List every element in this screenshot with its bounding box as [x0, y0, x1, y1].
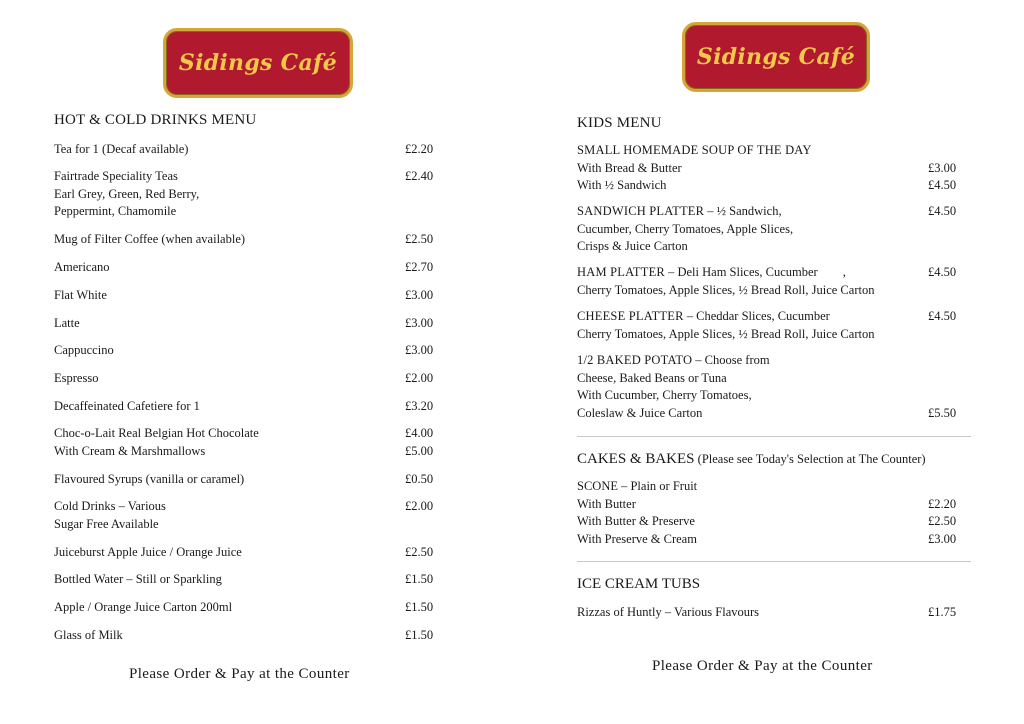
item-line: Apple / Orange Juice Carton 200ml	[54, 600, 233, 614]
price-value: £2.20	[928, 496, 957, 511]
kids-item-soup	[577, 142, 812, 195]
drinks-price	[405, 425, 433, 460]
price-value: £2.70	[405, 260, 434, 274]
item-line: Cucumber, Cherry Tomatoes, Apple Slices,	[577, 221, 794, 236]
price-value: £3.00	[928, 160, 957, 175]
cafe-logo-text: Sidings Café	[178, 50, 338, 76]
kids-item-cheese-platter	[577, 308, 874, 343]
price-value: £2.20	[405, 142, 434, 156]
drinks-item	[54, 425, 259, 460]
price-value: £2.00	[405, 499, 434, 513]
price-scone	[928, 496, 956, 549]
item-line: With Preserve & Cream	[577, 531, 697, 546]
price-value: £2.50	[405, 545, 434, 559]
item-heading: CHEESE PLATTER	[577, 309, 684, 323]
item-line: With Bread & Butter	[577, 160, 682, 175]
drinks-item	[54, 398, 200, 416]
item-line: Choc-o-Lait Real Belgian Hot Chocolate	[54, 426, 259, 440]
price-value: £0.50	[405, 472, 434, 486]
price-value: £2.00	[405, 371, 434, 385]
price-value: £2.50	[405, 232, 434, 246]
drinks-price	[405, 370, 433, 388]
item-line: Decaffeinated Cafetiere for 1	[54, 399, 200, 413]
item-line: With ½ Sandwich	[577, 178, 667, 192]
price-baked-potato: £5.50	[928, 405, 957, 420]
item-line: Cheese, Baked Beans or Tuna	[577, 370, 727, 385]
price-value: £3.00	[405, 316, 434, 330]
drinks-item	[54, 231, 245, 249]
item-line: With Cucumber, Cherry Tomatoes,	[577, 388, 752, 402]
drinks-price	[405, 259, 433, 277]
price-ice-cream: £1.75	[928, 605, 957, 619]
price-value: £3.00	[405, 288, 434, 302]
item-line: With Butter & Preserve	[577, 514, 695, 528]
drinks-price	[405, 398, 433, 416]
item-line: Cappuccino	[54, 343, 114, 357]
item-line: Mug of Filter Coffee (when available)	[54, 232, 246, 246]
item-line: Cold Drinks – Various	[54, 499, 166, 513]
drinks-item	[54, 627, 123, 645]
price-soup	[928, 160, 956, 195]
kids-menu-title: KIDS MENU	[577, 115, 662, 131]
item-line: Flavoured Syrups (vanilla or caramel)	[54, 472, 245, 486]
drinks-price	[405, 141, 433, 159]
price-value: £1.50	[405, 628, 434, 642]
item-line: Americano	[54, 260, 110, 274]
price-value: £1.50	[405, 572, 434, 586]
item-line: – Cheddar Slices, Cucumber	[683, 309, 830, 323]
item-line: Latte	[54, 316, 80, 330]
cakes-bakes-note: (Please see Today's Selection at The Counter)	[694, 452, 926, 466]
item-line: Cherry Tomatoes, Apple Slices, ½ Bread Roll, Juice Carton	[577, 282, 875, 297]
item-line: Flat White	[54, 288, 107, 302]
drinks-item	[54, 287, 107, 305]
ice-cream-heading: ICE CREAM TUBS	[577, 576, 701, 592]
drinks-item	[54, 498, 166, 533]
drinks-price	[405, 287, 433, 305]
drinks-price	[405, 342, 433, 360]
item-line: Crisps & Juice Carton	[577, 239, 688, 253]
drinks-item	[54, 259, 110, 277]
item-line: – Choose from	[692, 353, 770, 367]
kids-menu-page	[512, 0, 1024, 724]
cakes-bakes-heading	[577, 451, 926, 468]
item-line: Espresso	[54, 371, 99, 385]
price-value: £2.40	[405, 169, 434, 183]
drinks-price	[405, 471, 433, 489]
drinks-price	[405, 599, 433, 617]
drinks-item	[54, 471, 244, 489]
item-line: With Butter	[577, 496, 636, 511]
section-divider	[577, 436, 971, 437]
drinks-item	[54, 342, 114, 360]
cafe-logo-text: Sidings Café	[696, 44, 856, 70]
price-value: £3.00	[405, 343, 434, 357]
drinks-item	[54, 370, 98, 388]
price-value: £4.50	[928, 178, 957, 192]
cakes-bakes-title: CAKES & BAKES	[577, 451, 695, 467]
price-value: £3.00	[928, 531, 957, 546]
item-heading: HAM PLATTER	[577, 265, 665, 279]
drinks-price	[405, 627, 433, 645]
item-line: Juiceburst Apple Juice / Orange Juice	[54, 545, 242, 559]
item-line: SCONE – Plain or Fruit	[577, 479, 698, 493]
drinks-price	[405, 168, 433, 186]
drinks-price	[405, 498, 433, 516]
item-heading: SANDWICH PLATTER	[577, 204, 705, 218]
kids-item-baked-potato	[577, 352, 770, 422]
drinks-price	[405, 231, 433, 249]
price-ham-platter: £4.50	[928, 265, 957, 279]
item-line: Sugar Free Available	[54, 516, 159, 531]
price-value: £4.00	[405, 426, 434, 440]
item-line: Cherry Tomatoes, Apple Slices, ½ Bread Roll, Juice Carton	[577, 326, 875, 341]
price-value: £3.20	[405, 399, 434, 413]
item-line: With Cream & Marshmallows	[54, 443, 206, 458]
ice-cream-item: Rizzas of Huntly – Various Flavours	[577, 605, 760, 619]
order-notice-left: Please Order & Pay at the Counter	[129, 666, 350, 682]
drinks-price	[405, 544, 433, 562]
price-value: £2.50	[928, 514, 957, 528]
item-line: Peppermint, Chamomile	[54, 204, 177, 218]
drinks-item	[54, 571, 222, 589]
item-line: Bottled Water – Still or Sparkling	[54, 572, 222, 586]
item-line: Earl Grey, Green, Red Berry,	[54, 186, 200, 201]
price-cheese-platter: £4.50	[928, 309, 957, 323]
cafe-logo	[163, 28, 353, 98]
cafe-logo	[682, 22, 870, 92]
price-value: £5.00	[405, 443, 434, 458]
drinks-item	[54, 168, 199, 221]
drinks-item	[54, 599, 232, 617]
item-line: – ½ Sandwich,	[704, 204, 782, 218]
drinks-price	[405, 315, 433, 333]
drinks-item	[54, 544, 242, 562]
item-line: Coleslaw & Juice Carton	[577, 405, 703, 420]
order-notice-right: Please Order & Pay at the Counter	[652, 658, 873, 674]
item-line: Fairtrade Speciality Teas	[54, 169, 178, 183]
item-line: Glass of Milk	[54, 628, 123, 642]
drinks-price	[405, 571, 433, 589]
section-divider	[577, 561, 971, 562]
kids-item-sandwich-platter	[577, 203, 793, 256]
drinks-item	[54, 315, 80, 333]
cakes-item-scone	[577, 478, 697, 548]
item-line: Tea for 1 (Decaf available)	[54, 142, 189, 156]
item-heading: SMALL HOMEMADE SOUP OF THE DAY	[577, 143, 812, 157]
drinks-item	[54, 141, 188, 159]
price-value: £1.50	[405, 600, 434, 614]
kids-item-ham-platter	[577, 264, 874, 299]
drinks-menu-title: HOT & COLD DRINKS MENU	[54, 112, 257, 128]
item-line: – Deli Ham Slices, Cucumber ,	[664, 265, 846, 279]
item-heading: 1/2 BAKED POTATO	[577, 353, 693, 367]
price-sandwich-platter: £4.50	[928, 204, 957, 218]
